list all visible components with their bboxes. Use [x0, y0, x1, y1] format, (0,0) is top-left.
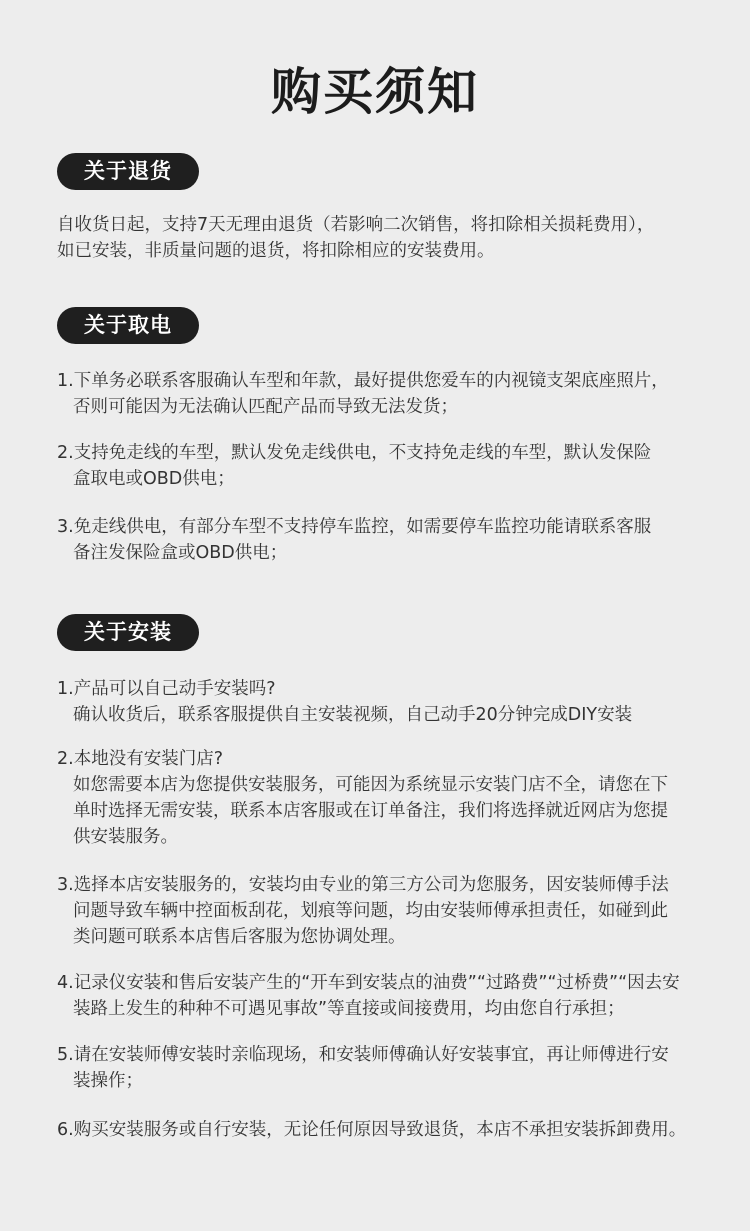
- power-item-line: 盒取电或OBD供电；: [73, 469, 235, 489]
- power-item-2: [57, 440, 737, 492]
- install-item-6: [57, 1117, 737, 1143]
- returns-paragraph: [57, 212, 737, 264]
- section-heading-install: 关于安装: [57, 614, 199, 651]
- install-item-4: [57, 970, 737, 1022]
- install-item-line: 1.产品可以自己动手安装吗?: [57, 679, 276, 699]
- install-item-line: 5.请在安装师傅安装时亲临现场，和安装师傅确认好安装事宜，再让师傅进行安: [57, 1045, 669, 1065]
- install-item-line: 如您需要本店为您提供安装服务，可能因为系统显示安装门店不全，请您在下: [73, 775, 668, 795]
- power-item-line: 3.免走线供电，有部分车型不支持停车监控，如需要停车监控功能请联系客服: [57, 517, 652, 537]
- power-item-line: 1.下单务必联系客服确认车型和年款，最好提供您爱车的内视镜支架底座照片，: [57, 371, 669, 391]
- install-item-line: 单时选择无需安装，联系本店客服或在订单备注，我们将选择就近网店为您提: [73, 801, 668, 821]
- power-item-line: 2.支持免走线的车型，默认发免走线供电，不支持免走线的车型，默认发保险: [57, 443, 652, 463]
- returns-line: 自收货日起，支持7天无理由退货（若影响二次销售，将扣除相关损耗费用），: [57, 215, 655, 235]
- install-item-5: [57, 1042, 737, 1094]
- install-item-line: 装操作；: [73, 1071, 143, 1091]
- install-item-line: 4.记录仪安装和售后安装产生的“开车到安装点的油费”“过路费”“过桥费”“因去安: [57, 973, 680, 993]
- install-item-line: 问题导致车辆中控面板刮花，划痕等问题，均由安装师傅承担责任，如碰到此: [73, 901, 668, 921]
- install-item-line: 确认收货后，联系客服提供自主安装视频，自己动手20分钟完成DIY安装: [73, 705, 633, 725]
- section-heading-power: 关于取电: [57, 307, 199, 344]
- install-item-2: [57, 746, 737, 850]
- install-item-1: [57, 676, 737, 728]
- power-item-1: [57, 368, 737, 420]
- install-item-line: 装路上发生的种种不可遇见事故”等直接或间接费用，均由您自行承担；: [73, 999, 625, 1019]
- power-item-3: [57, 514, 737, 566]
- install-item-line: 供安装服务。: [73, 827, 178, 847]
- install-item-3: [57, 872, 737, 950]
- install-item-line: 类问题可联系本店售后客服为您协调处理。: [73, 927, 406, 947]
- power-item-line: 备注发保险盒或OBD供电；: [73, 543, 288, 563]
- page-title: 购买须知: [271, 63, 479, 121]
- section-heading-returns: 关于退货: [57, 153, 199, 190]
- install-item-line: 2.本地没有安装门店?: [57, 749, 223, 769]
- install-item-line: 6.购买安装服务或自行安装，无论任何原因导致退货，本店不承担安装拆卸费用。: [57, 1120, 687, 1140]
- install-item-line: 3.选择本店安装服务的，安装均由专业的第三方公司为您服务，因安装师傅手法: [57, 875, 669, 895]
- power-item-line: 否则可能因为无法确认匹配产品而导致无法发货；: [73, 397, 458, 417]
- returns-line: 如已安装，非质量问题的退货，将扣除相应的安装费用。: [57, 241, 495, 261]
